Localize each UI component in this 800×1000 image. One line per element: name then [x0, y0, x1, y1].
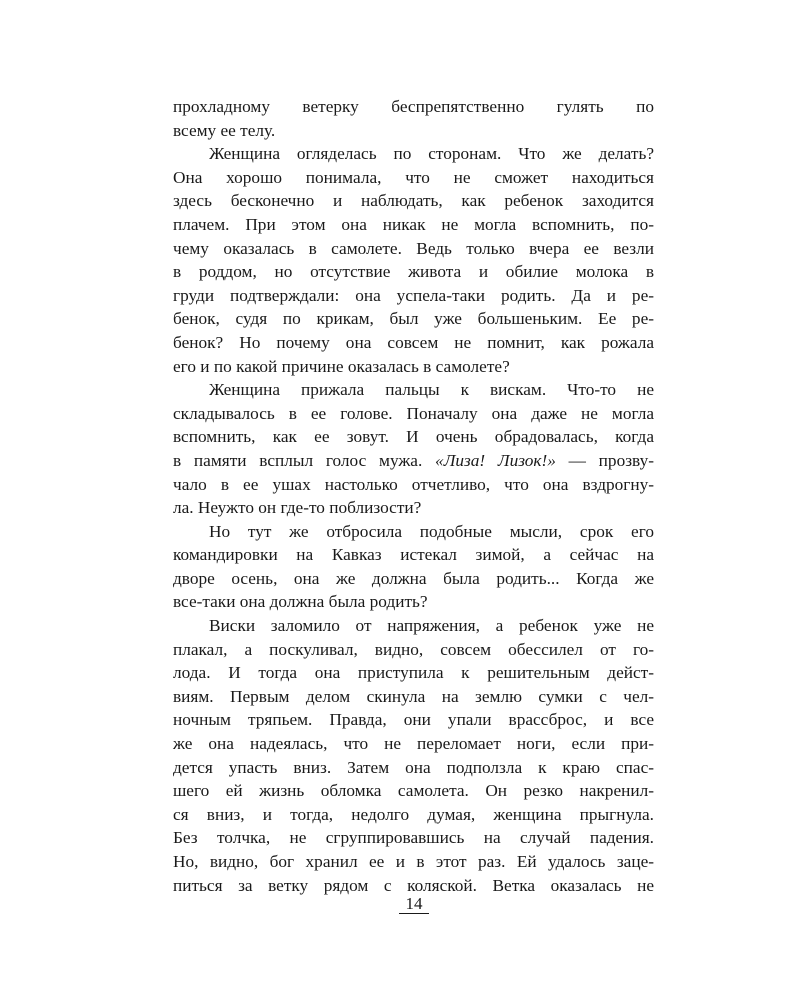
text-line: дворе осень, она же должна была родить... Когда же [173, 568, 654, 588]
body-text [173, 95, 654, 897]
text-line: командировки на Кавказ истекал зимой, а сейчас на [173, 545, 654, 565]
text-line: плачем. При этом она никак не могла вспомнить, по- [173, 214, 654, 234]
paragraph-first-line: Женщина прижала пальцы к вискам. Что-то не [209, 380, 654, 400]
text-line: его и по какой причине оказалась в самолете? [173, 356, 510, 376]
italic-quote: «Лиза! Лизок!» [435, 450, 556, 470]
text-line: чало в ее ушах настолько отчетливо, что она вздрогну- [173, 474, 654, 494]
text-line: прохладному ветерку беспрепятственно гулять по [173, 97, 654, 116]
text-line: ся вниз, и тогда, недолго думая, женщина прыгнула. [173, 804, 654, 824]
text-line: все-таки она должна была родить? [173, 592, 428, 612]
text-line: дется упасть вниз. Затем она подползла к краю спас- [173, 757, 654, 777]
text-segment: в памяти всплыл голос мужа. [173, 450, 436, 470]
paragraph-first-line: Женщина огляделась по сторонам. Что же делать? [209, 144, 654, 164]
text-line: же она надеялась, что не переломает ноги, если при- [173, 734, 654, 754]
text-line: чему оказалась в самолете. Ведь только вчера ее везли [173, 238, 654, 258]
text-line: в роддом, но отсутствие живота и обилие молока в [173, 262, 654, 282]
text-line: Но, видно, бог хранил ее и в этот раз. Ей удалось заце- [173, 852, 654, 871]
text-line: вспомнить, как ее зовут. И очень обрадовалась, когда [173, 427, 654, 447]
page-number-underline [399, 913, 429, 914]
text-line: шего ей жизнь обломка самолета. Он резко накренил- [173, 781, 654, 801]
page-number: 14 [405, 894, 423, 913]
paragraph-first-line: Виски заломило от напряжения, а ребенок уже не [209, 616, 654, 636]
text-line: всему ее телу. [173, 120, 276, 140]
text-line: груди подтверждали: она успела-таки родить. Да и ре- [173, 285, 654, 305]
paragraph-first-line: Но тут же отбросила подобные мысли, срок его [209, 521, 654, 541]
text-line: складывалось в ее голове. Поначалу она даже не могла [173, 403, 654, 423]
text-line: бенок, судя по крикам, был уже большеньким. Ее ре- [173, 309, 654, 329]
text-line: ла. Неужто он где-то поблизости? [173, 498, 422, 518]
text-line: здесь бесконечно и наблюдать, как ребенок заходится [173, 191, 654, 211]
text-line: виям. Первым делом скинула на землю сумки с чел- [173, 686, 654, 706]
text-line: Она хорошо понимала, что не сможет находиться [173, 167, 654, 187]
text-segment: — прозву- [555, 450, 654, 470]
text-line: плакал, а поскуливал, видно, совсем обессилел от го- [173, 639, 654, 659]
text-line: ночным тряпьем. Правда, они упали врассброс, и все [173, 710, 654, 730]
text-line: бенок? Но почему она совсем не помнит, как рожала [173, 332, 654, 352]
text-line: Без толчка, не сгруппировавшись на случай падения. [173, 828, 654, 848]
text-line: питься за ветку рядом с коляской. Ветка оказалась не [173, 875, 654, 895]
text-line: лода. И тогда она приступила к решительным дейст- [173, 663, 654, 683]
text-line-with-quote [173, 449, 654, 473]
